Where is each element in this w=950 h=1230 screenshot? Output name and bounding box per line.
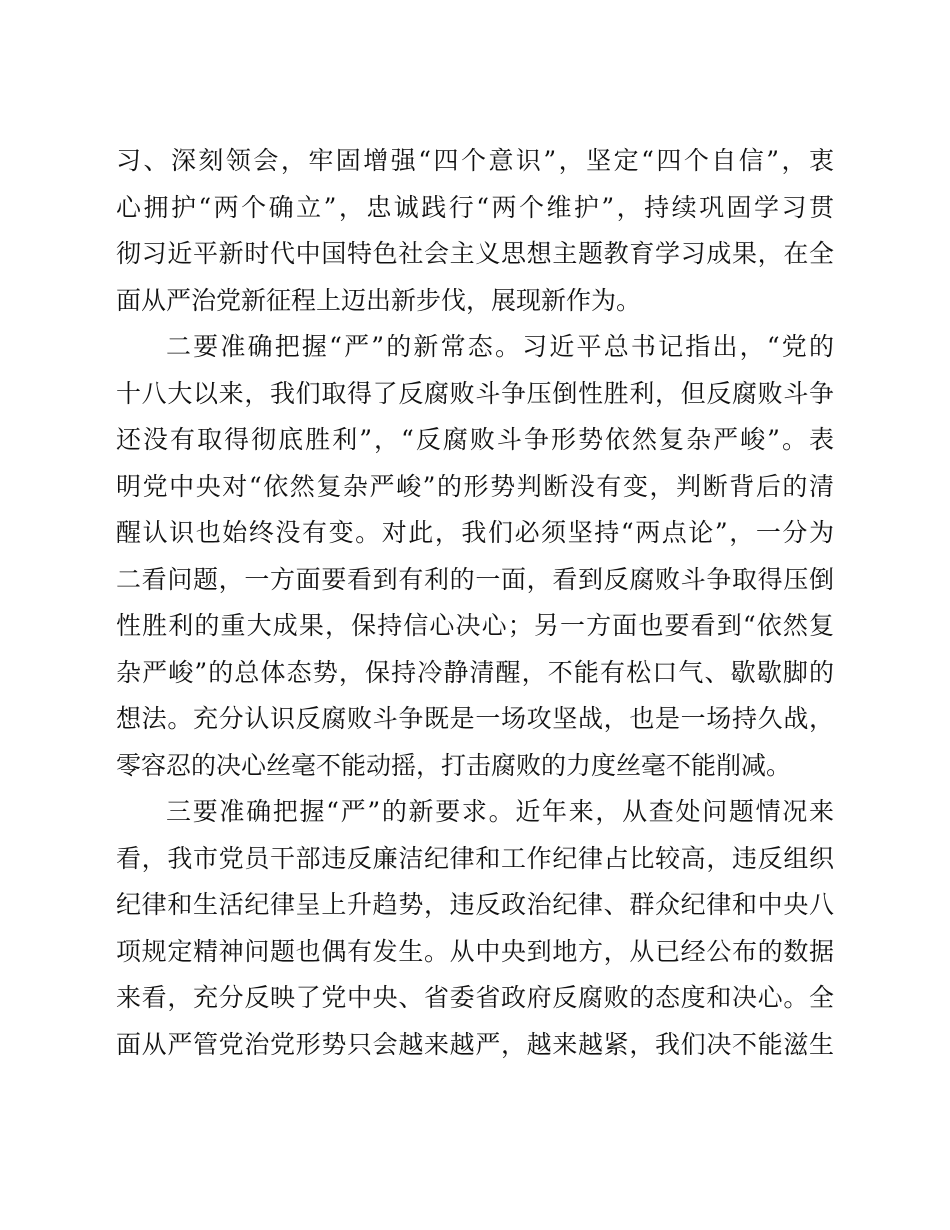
text-line: 三要准确把握“严”的新要求。近年来，从查处问题情况来 <box>166 797 834 826</box>
text-line: 杂严峻”的总体态势，保持冷静清醒，不能有松口气、歇歇脚的 <box>116 657 834 687</box>
text-line: 面从严治党新征程上迈出新步伐，展现新作为。 <box>116 285 642 315</box>
paragraph-3 <box>116 789 834 1068</box>
paragraph-2 <box>116 324 834 789</box>
paragraph-1 <box>116 138 834 324</box>
text-line: 彻习近平新时代中国特色社会主义思想主题教育学习成果，在全 <box>116 239 834 268</box>
text-line: 二看问题，一方面要看到有利的一面，看到反腐败斗争取得压倒 <box>116 564 834 594</box>
text-line: 零容忍的决心丝毫不能动摇，打击腐败的力度丝毫不能削减。 <box>116 750 792 780</box>
text-line: 心拥护“两个确立”，忠诚践行“两个维护”，持续巩固学习贯 <box>116 192 834 222</box>
text-line: 面从严管党治党形势只会越来越严，越来越紧，我们决不能滋生 <box>116 1029 834 1059</box>
text-line: 项规定精神问题也偶有发生。从中央到地方，从已经公布的数据 <box>116 936 834 966</box>
text-line: 来看，充分反映了党中央、省委省政府反腐败的态度和决心。全 <box>116 983 834 1012</box>
text-line: 习、深刻领会，牢固增强“四个意识”，坚定“四个自信”，衷 <box>116 146 834 175</box>
text-line: 二要准确把握“严”的新常态。习近平总书记指出，“党的 <box>166 332 834 361</box>
body-text <box>116 138 834 1068</box>
text-line: 想法。充分认识反腐败斗争既是一场攻坚战，也是一场持久战， <box>116 704 834 733</box>
text-line: 还没有取得彻底胜利”，“反腐败斗争形势依然复杂严峻”。表 <box>116 425 834 454</box>
text-line: 看，我市党员干部违反廉洁纪律和工作纪律占比较高，违反组织 <box>116 843 834 873</box>
text-line: 十八大以来，我们取得了反腐败斗争压倒性胜利，但反腐败斗争 <box>116 378 834 408</box>
text-line: 明党中央对“依然复杂严峻”的形势判断没有变，判断背后的清 <box>116 471 834 501</box>
text-line: 纪律和生活纪律呈上升趋势，违反政治纪律、群众纪律和中央八 <box>116 890 834 919</box>
text-line: 醒认识也始终没有变。对此，我们必须坚持“两点论”，一分为 <box>116 518 834 547</box>
text-line: 性胜利的重大成果，保持信心决心；另一方面也要看到“依然复 <box>116 611 834 640</box>
